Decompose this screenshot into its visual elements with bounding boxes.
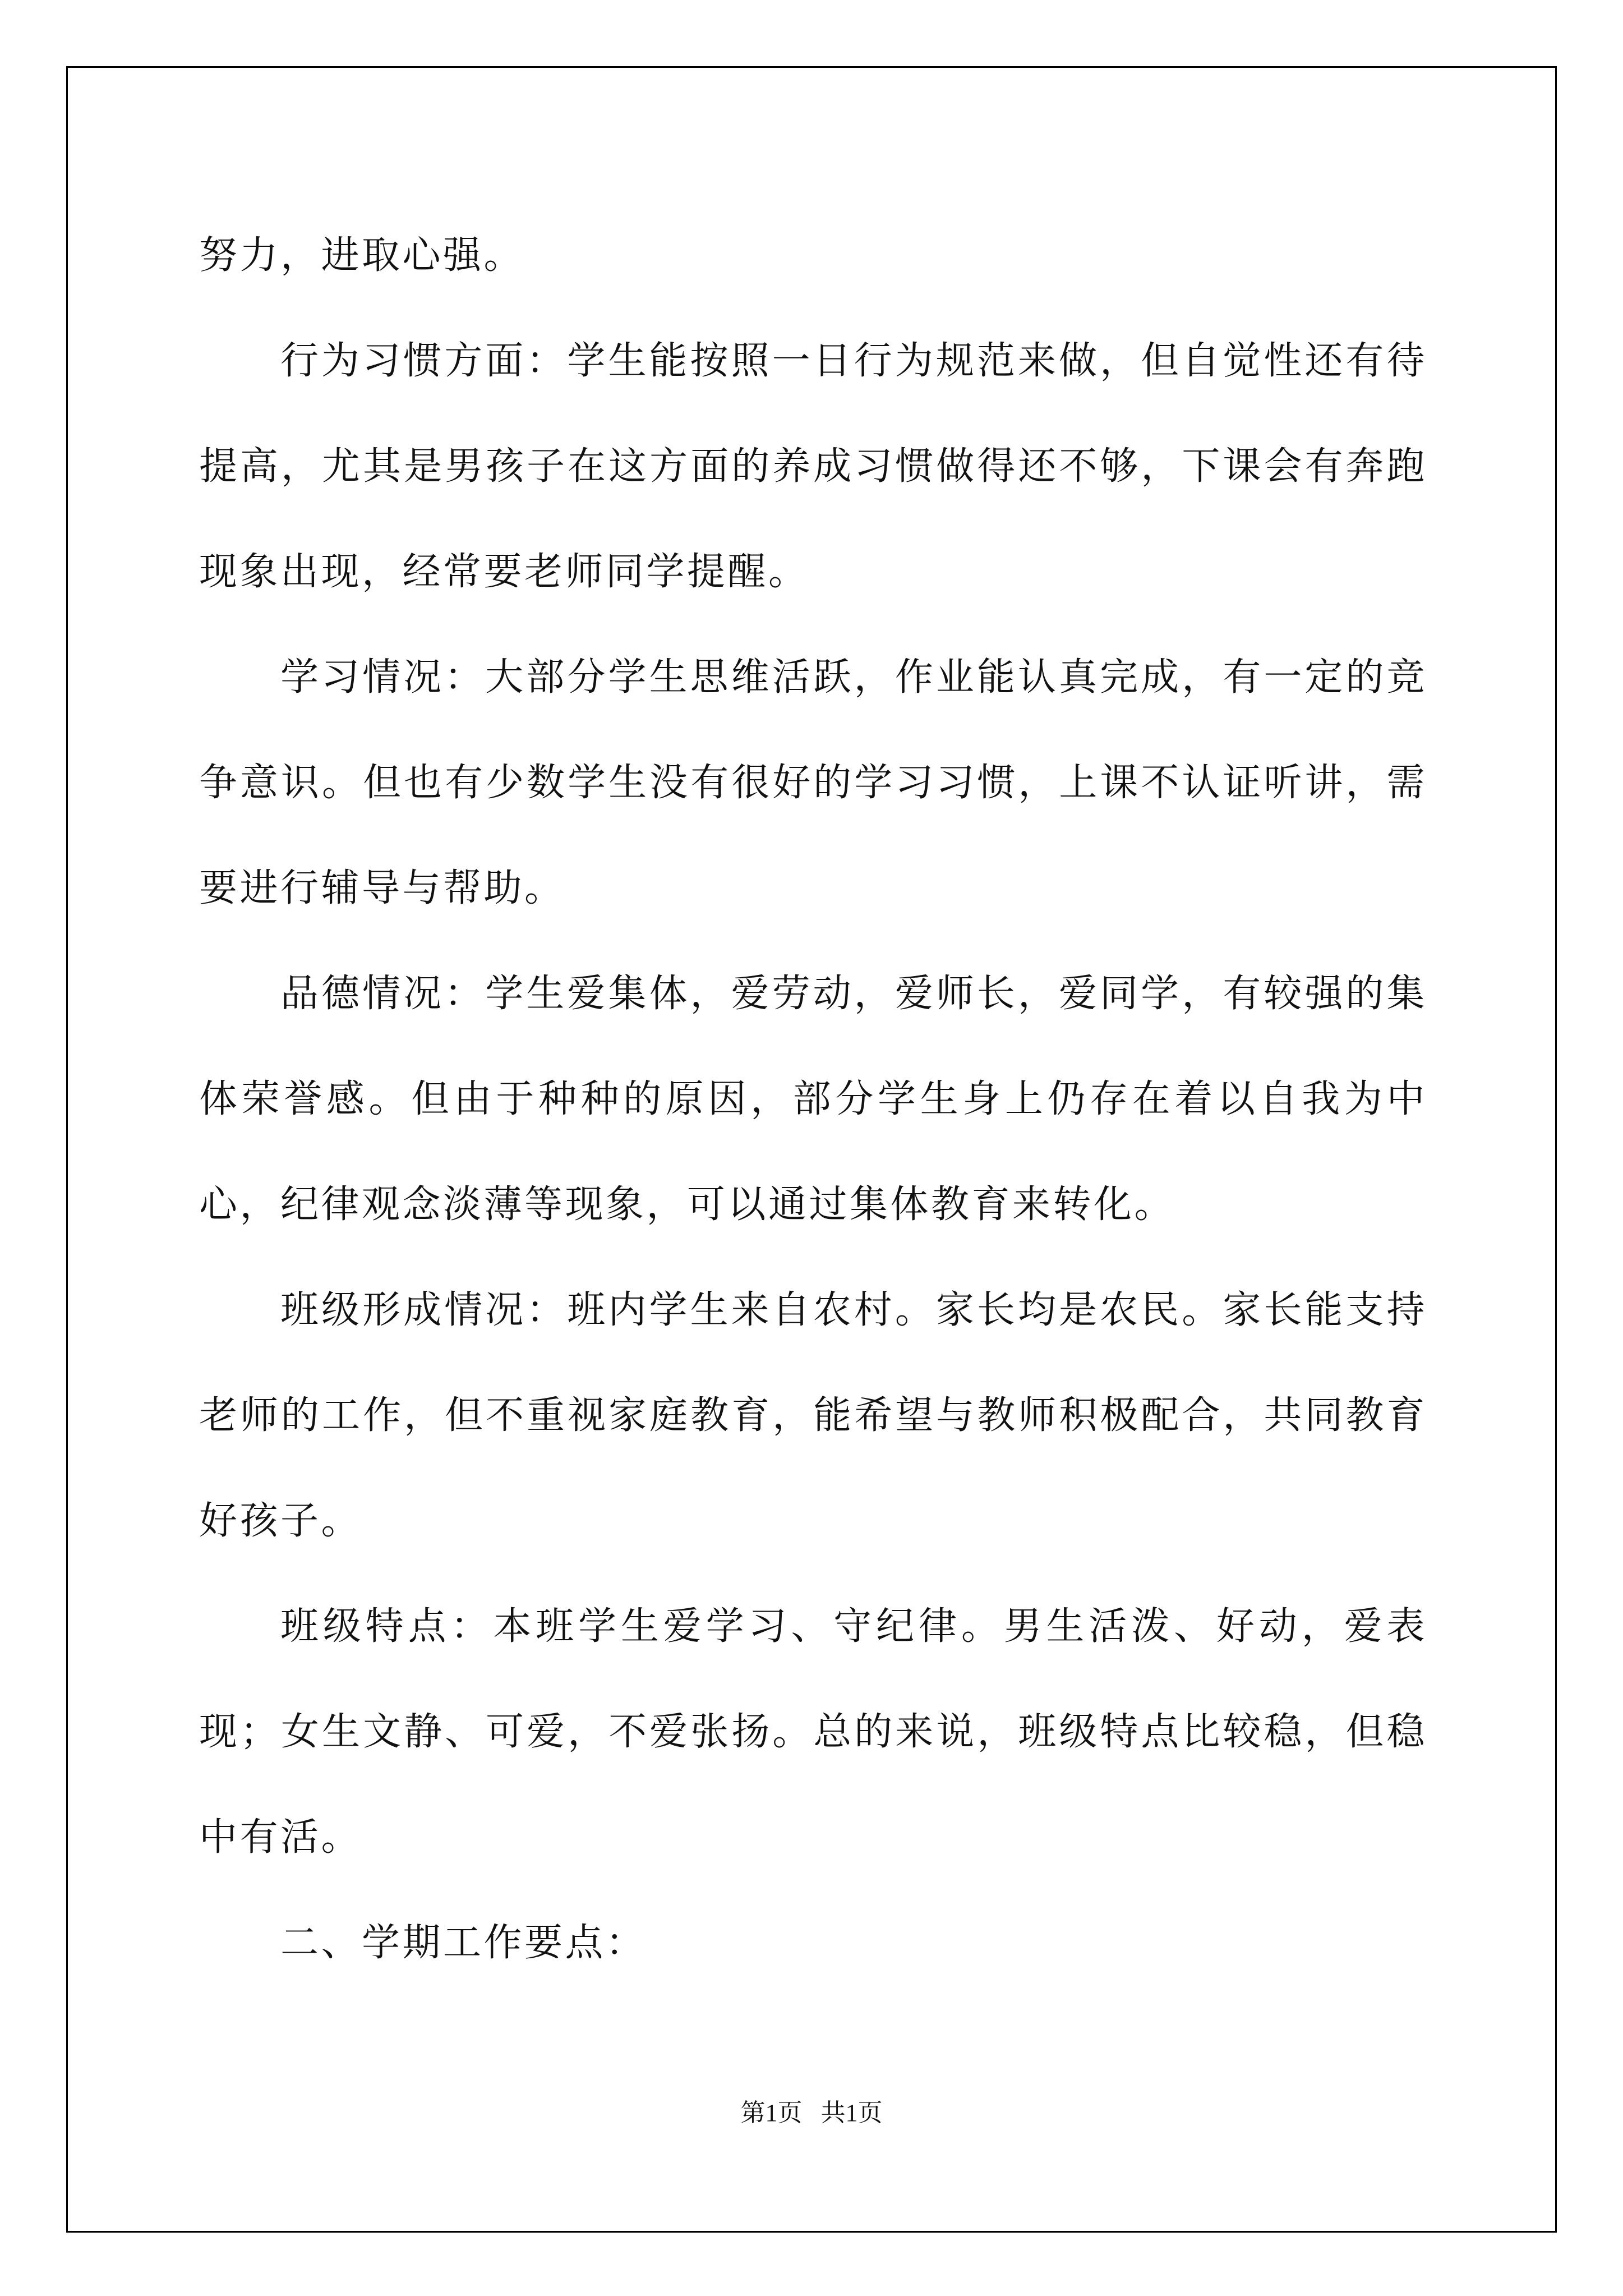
- paragraph-continuation: 努力，进取心强。: [199, 233, 525, 278]
- page-number-footer: 第1页 共1页: [740, 2099, 883, 2127]
- section-heading-semester-work: 二、学期工作要点：: [280, 1921, 647, 1965]
- paragraph-class-features: 班级特点：本班学生爱学习、守纪律。男生活泼、好动，爱表现；女生文静、可爱，不爱张扬。总的来说，班级特点比较稳，但稳中有活。: [199, 1604, 1427, 1860]
- paragraph-class-formation: 班级形成情况：班内学生来自农村。家长均是农民。家长能支持老师的工作，但不重视家庭教育，能希望与教师积极配合，共同教育好孩子。: [199, 1288, 1427, 1543]
- paragraph-behavior-habits: 行为习惯方面：学生能按照一日行为规范来做，但自觉性还有待提高，尤其是男孩子在这方面的养成习惯做得还不够，下课会有奔跑现象出现，经常要老师同学提醒。: [199, 339, 1427, 594]
- paragraph-moral-situation: 品德情况：学生爱集体，爱劳动，爱师长，爱同学，有较强的集体荣誉感。但由于种种的原因，部分学生身上仍存在着以自我为中心，纪律观念淡薄等现象，可以通过集体教育来转化。: [199, 972, 1427, 1227]
- paragraph-study-situation: 学习情况：大部分学生思维活跃，作业能认真完成，有一定的竞争意识。但也有少数学生没有很好的学习习惯，上课不认证听讲，需要进行辅导与帮助。: [199, 655, 1427, 910]
- document-body: [199, 203, 1427, 1996]
